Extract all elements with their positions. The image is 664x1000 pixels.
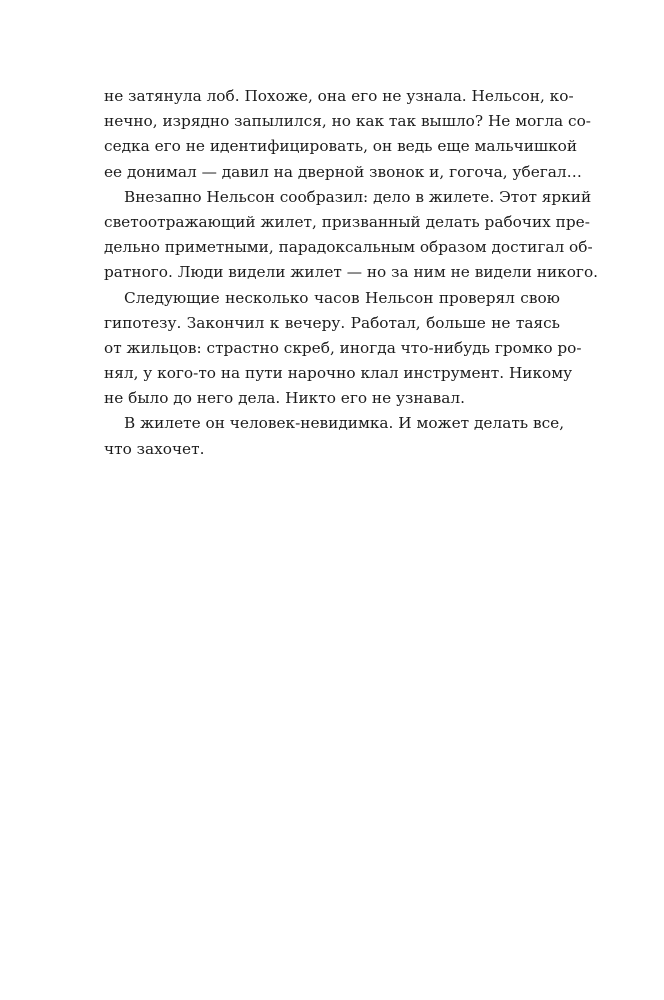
text-line: нял, у кого-то на пути нарочно клал инструмент. Никому <box>104 364 573 383</box>
text-line: не затянула лоб. Похоже, она его не узнала. Нельсон, ко- <box>104 87 574 105</box>
text-line: светоотражающий жилет, призванный делать рабочих пре- <box>104 212 590 231</box>
text-line: нечно, изрядно запылился, но как так вышло? Не могла со- <box>104 112 591 131</box>
text-line: гипотезу. Закончил к вечеру. Работал, больше не таясь <box>104 313 560 332</box>
text-line: ее донимал — давил на дверной звонок и, гогоча, убегал… <box>104 162 582 181</box>
text-line: что захочет. <box>104 439 205 458</box>
text-line: ратного. Люди видели жилет — но за ним не видели никого. <box>104 263 599 282</box>
text-line: В жилете он человек-невидимка. И может делать все, <box>124 414 565 433</box>
text-line: не было до него дела. Никто его не узнавал. <box>104 389 465 408</box>
text-line: дельно приметными, парадоксальным образом достигал об- <box>104 238 593 257</box>
text-line: Внезапно Нельсон сообразил: дело в жилете. Этот яркий <box>124 187 592 206</box>
text-line: седка его не идентифицировать, он ведь еще мальчишкой <box>104 137 578 156</box>
text-line: от жильцов: страстно скреб, иногда что-нибудь громко ро- <box>104 338 582 357</box>
text-line: Следующие несколько часов Нельсон проверял свою <box>124 288 560 307</box>
page-text <box>104 84 599 462</box>
